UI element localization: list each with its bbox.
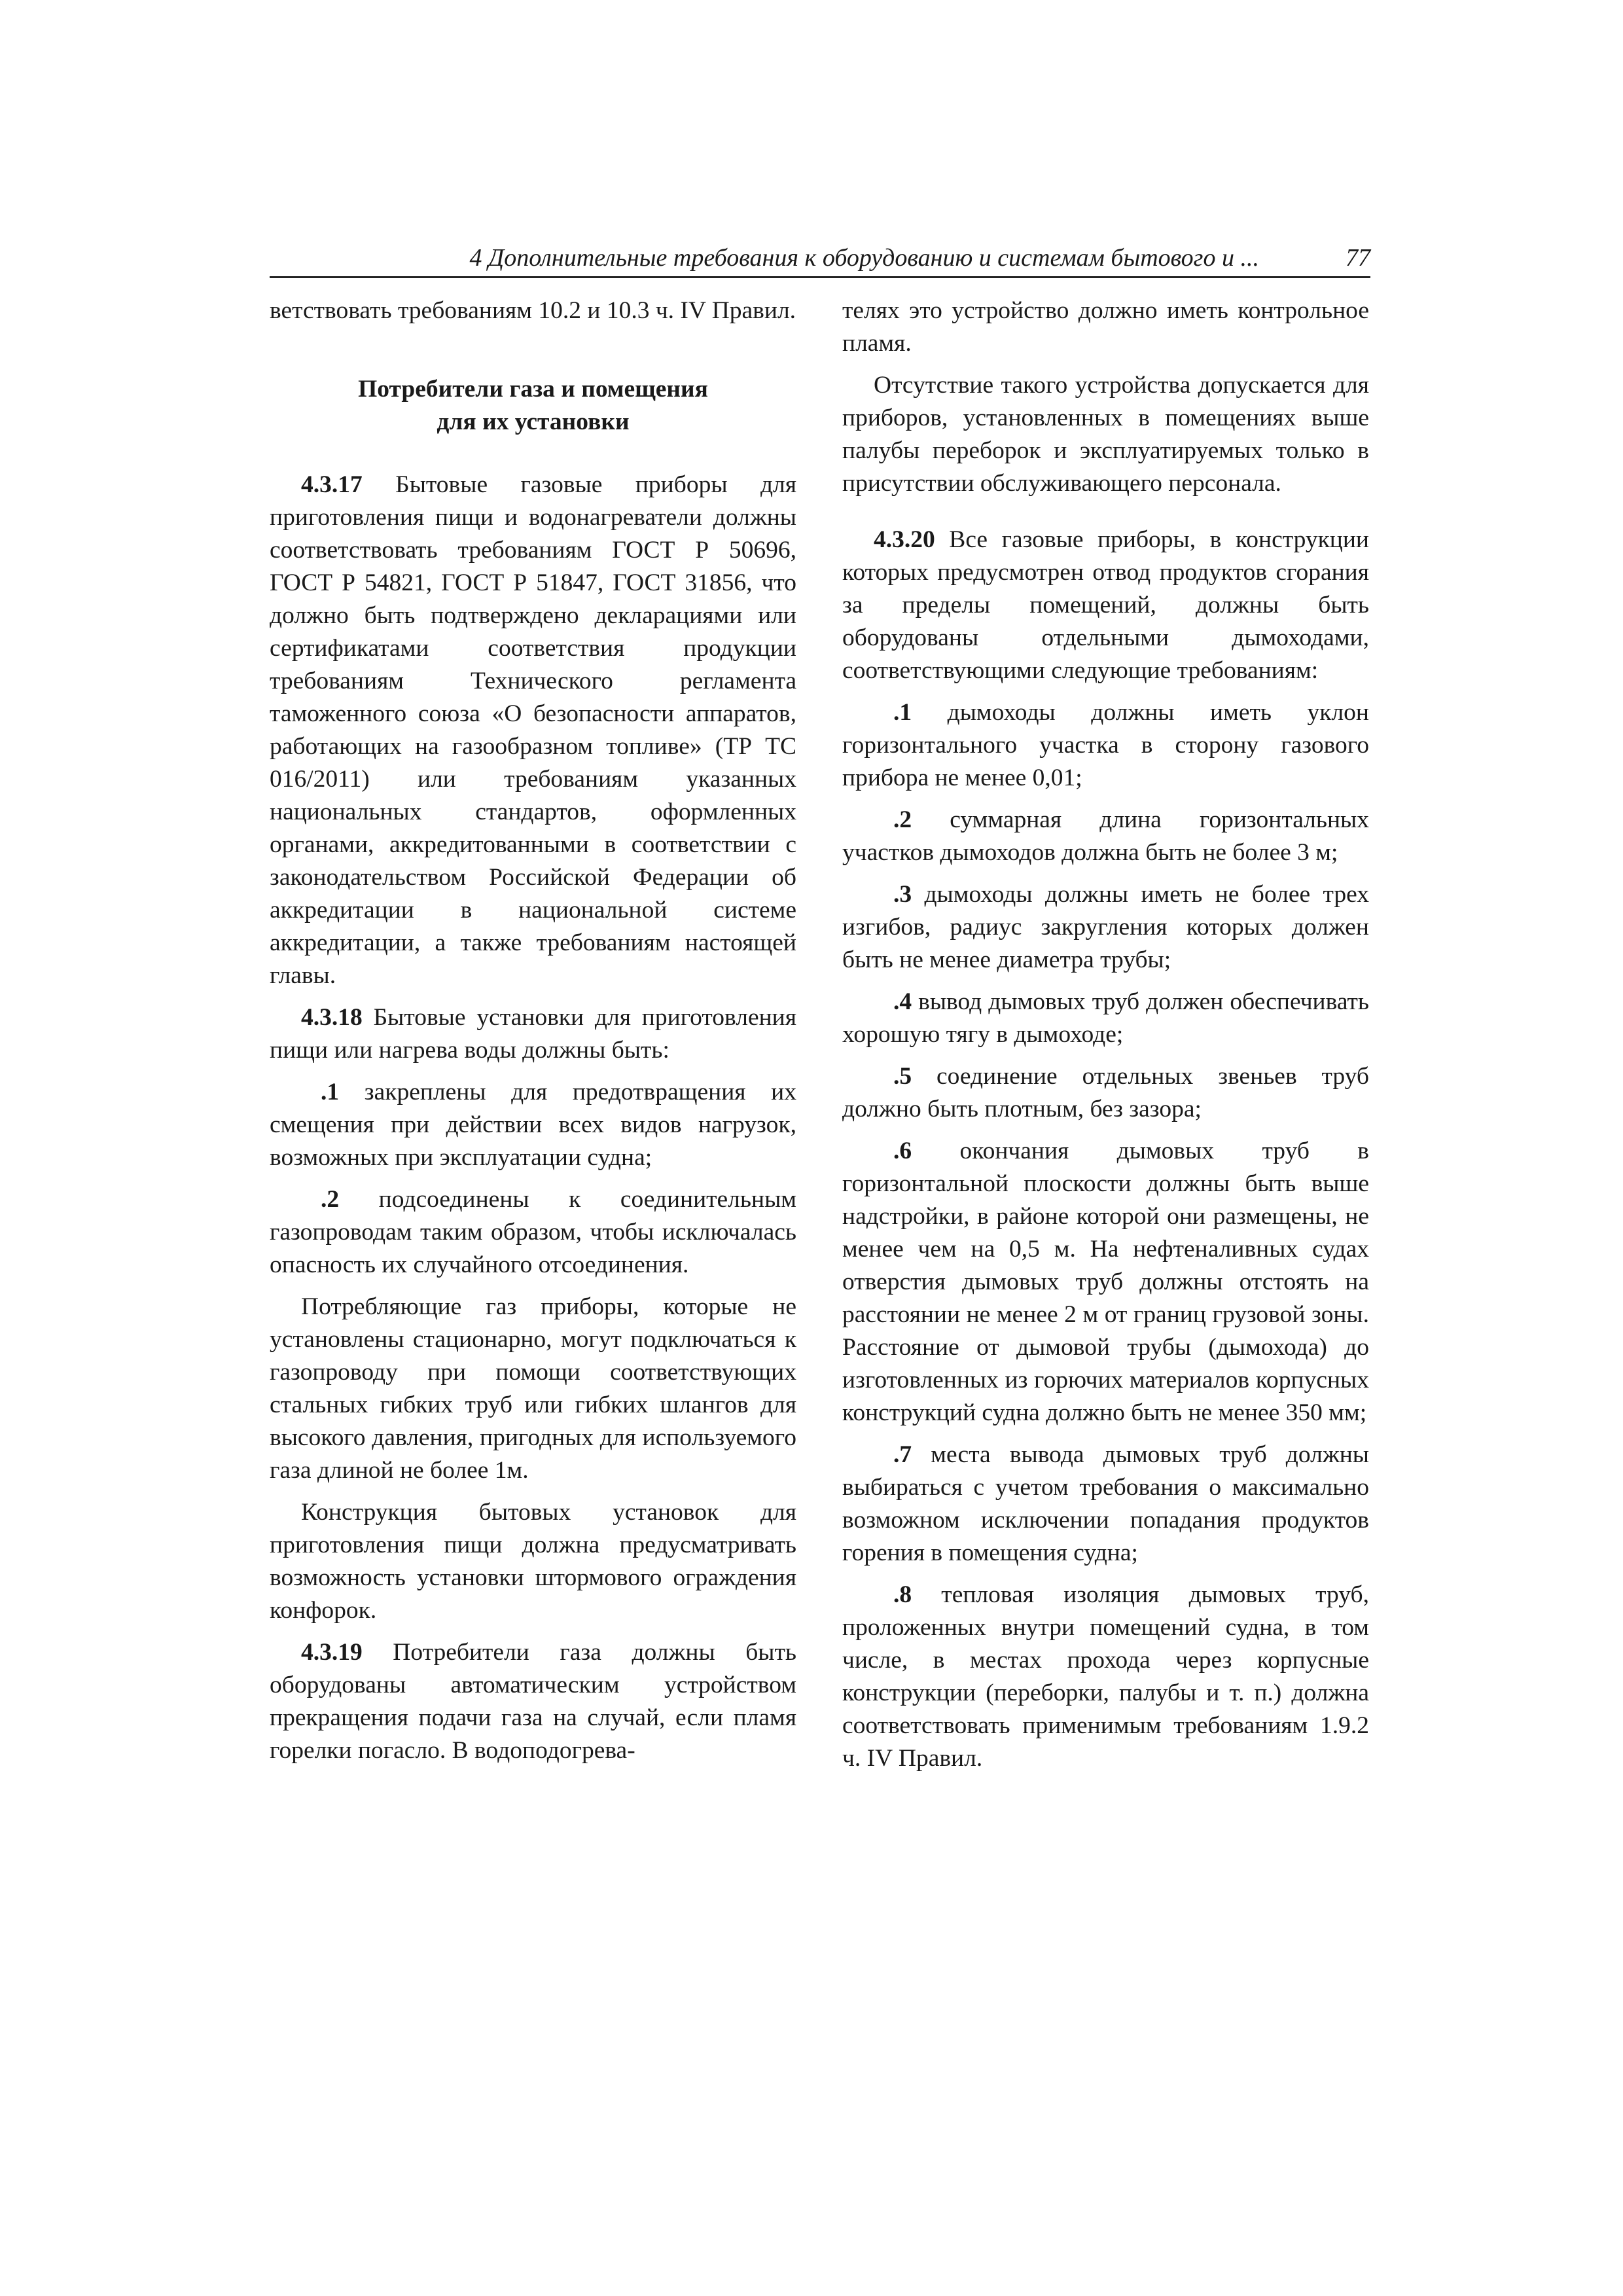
clause-text: Бытовые установки для приготовления пищи или нагрева воды должны быть: <box>270 1004 796 1064</box>
section-heading <box>270 373 796 439</box>
left-column <box>270 295 796 1776</box>
paragraph-portable-appliances: Потребляющие газ приборы, которые не установлены стационарно, могут подключаться к газопроводу при помощи соответствующих стальных гибких труб или гибких шлангов для высокого давления, пригодных для используемого газа длиной не более 1м. <box>270 1293 796 1484</box>
item-text: подсоединены к соединительным газопроводам таким образом, чтобы исключалась опасность их случайного отсоединения. <box>270 1186 796 1278</box>
list-item <box>270 1076 796 1174</box>
item-text: дымоходы должны иметь не более трех изгибов, радиус закругления которых должен быть не менее диаметра трубы; <box>842 881 1369 973</box>
item-number: .2 <box>321 1186 340 1213</box>
paragraph-4-3-20 <box>842 524 1369 687</box>
continuation-text: ветствовать требованиям 10.2 и 10.3 ч. IV Правил. <box>270 297 796 324</box>
item-text: соединение отдельных звеньев труб должно быть плотным, без зазора; <box>842 1063 1369 1122</box>
paragraph-absence-of-device: Отсутствие такого устройства допускается для приборов, установленных в помещениях выше палубы переборок и эксплуатируемых только в присутствии обслуживающего персонала. <box>842 372 1369 497</box>
item-text: дымоходы должны иметь уклон горизонтального участка в сторону газового прибора не менее 0,01; <box>842 699 1369 791</box>
clause-text: Потребители газа должны быть оборудованы автоматическим устройством прекращения подачи газа на случай, если пламя горелки погасло. В водоподогрева- <box>270 1639 796 1764</box>
paragraph-4-3-18 <box>270 1001 796 1067</box>
item-text: окончания дымовых труб в горизонтальной плоскости должны быть выше надстройки, в районе которой они размещены, не менее чем на 0,5 м. На нефтеналивных судах отверстия дымовых труб должны отстоять на расстоянии не менее 2 м от границ грузовой зоны. Расстояние от дымовой трубы (дымохода) до изготовленных из горючих материалов корпусных конструкций судна должно быть не менее 350 мм; <box>842 1138 1369 1426</box>
clause-text: Все газовые приборы, в конструкции которых предусмотрен отвод продуктов сгорания за пределы помещений, должны быть оборудованы отдельными дымоходами, соответствующими следующие требованиям: <box>842 526 1369 684</box>
item-number: .5 <box>893 1063 912 1090</box>
item-text: тепловая изоляция дымовых труб, проложенных внутри помещений судна, в том числе, в местах прохода через корпусные конструкции (переборки, палубы и т. п.) должна соответствовать применимым требованиям 1.9.2 ч. IV Правил. <box>842 1581 1369 1772</box>
list-item <box>270 1183 796 1282</box>
continuation-text: телях это устройство должно иметь контрольное пламя. <box>842 297 1369 357</box>
item-text: места вывода дымовых труб должны выбираться с учетом требования о максимально возможном исключении попадания продуктов горения в помещения судна; <box>842 1441 1369 1566</box>
clause-number: 4.3.20 <box>874 526 935 553</box>
clause-number: 4.3.19 <box>301 1639 363 1666</box>
item-number: .7 <box>893 1441 912 1468</box>
item-number: .4 <box>893 988 912 1015</box>
item-number: .2 <box>893 806 912 833</box>
item-text: вывод дымовых труб должен обеспечивать хорошую тягу в дымоходе; <box>842 988 1369 1048</box>
list-item <box>842 1579 1369 1775</box>
item-number: .1 <box>321 1079 340 1105</box>
running-title: 4 Дополнительные требования к оборудованию и системам бытового и ... <box>469 244 1259 272</box>
section-heading-line-1: Потребители газа и помещения <box>358 376 708 403</box>
section-heading-line-2: для их установки <box>437 408 630 435</box>
list-item <box>842 1135 1369 1429</box>
list-item <box>842 1060 1369 1126</box>
page-number: 77 <box>1346 244 1370 272</box>
paragraph-storm-guard: Конструкция бытовых установок для приготовления пищи должна предусматривать возможность установки штормового ограждения конфорок. <box>270 1499 796 1624</box>
list-item <box>842 986 1369 1051</box>
list-item <box>842 804 1369 869</box>
page-header <box>270 236 1370 278</box>
item-number: .1 <box>893 699 912 726</box>
item-number: .3 <box>893 881 912 908</box>
right-column <box>842 295 1369 1784</box>
clause-number: 4.3.18 <box>301 1004 363 1031</box>
list-item <box>842 1439 1369 1570</box>
paragraph-4-3-17 <box>270 469 796 992</box>
paragraph-4-3-19 <box>270 1636 796 1767</box>
clause-number: 4.3.17 <box>301 471 363 498</box>
list-item <box>842 878 1369 977</box>
item-text: закреплены для предотвращения их смещения при действии всех видов нагрузок, возможных при эксплуатации судна; <box>270 1079 796 1171</box>
clause-text: Бытовые газовые приборы для приготовления пищи и водонагреватели должны соответствовать требованиям ГОСТ Р 50696, ГОСТ Р 54821, ГОСТ Р 51847, ГОСТ 31856, что должно быть подтверждено декларациями или сертификатами соответствия продукции требованиям Технического регламента таможенного союза «О безопасности аппаратов, работающих на газообразном топливе» (ТР ТС 016/2011) или требованиям указанных национальных стандартов, оформленных органами, аккредитованными в соответствии с законодательством Российской Федерации об аккредитации в национальной системе аккредитации, а также требованиям настоящей главы. <box>270 471 796 989</box>
item-number: .6 <box>893 1138 912 1164</box>
item-text: суммарная длина горизонтальных участков дымоходов должна быть не более 3 м; <box>842 806 1369 866</box>
list-item <box>842 696 1369 795</box>
item-number: .8 <box>893 1581 912 1608</box>
